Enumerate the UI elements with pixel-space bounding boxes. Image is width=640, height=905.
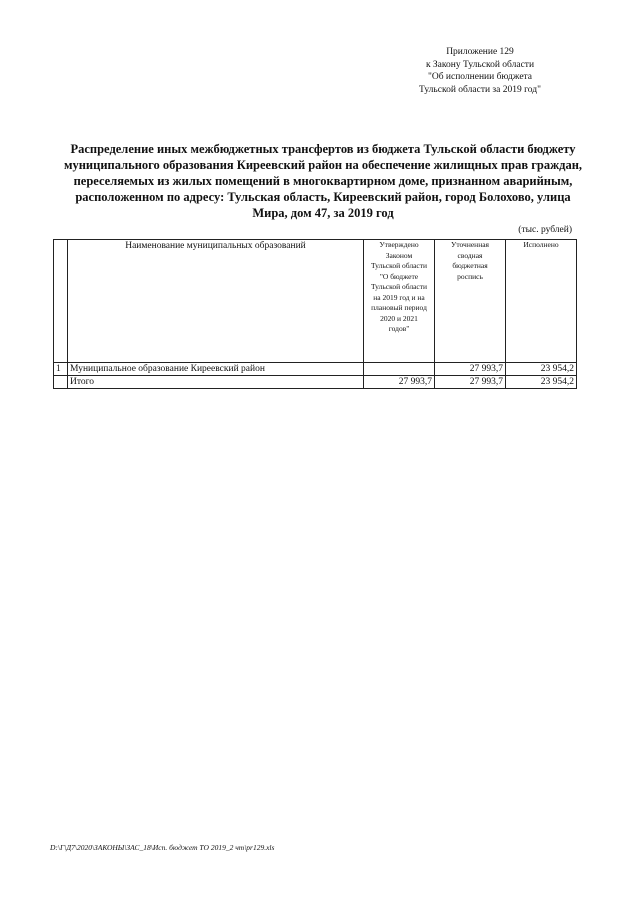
header-revised-line: Уточненная [451, 240, 489, 249]
row-revised: 27 993,7 [435, 363, 506, 376]
table-row [54, 363, 577, 376]
appendix-note [380, 46, 580, 96]
title-line-1: Распределение иных межбюджетных трансфертов из бюджета Тульской области бюджету [70, 142, 576, 156]
row-approved: 27 993,7 [364, 376, 435, 389]
appendix-line-1: Приложение 129 [446, 47, 514, 57]
file-path-footer: D:\Г\Д7\2020\ЗАКОНЫ\ЗАС_18\Исп. бюджет ТО 2019_2 чт\pr129.xls [50, 843, 275, 852]
header-approved-line: Тульской области [370, 261, 428, 270]
header-name: Наименование муниципальных образований [68, 240, 364, 363]
title-line-3: переселяемых из жилых помещений в многоквартирном доме, признанном аварийным, [73, 174, 573, 188]
units-label: (тыс. рублей) [518, 225, 572, 235]
appendix-line-3: "Об исполнении бюджета [427, 72, 533, 82]
header-approved-line: Утверждено [379, 240, 419, 249]
document-title [40, 141, 606, 221]
appendix-line-4: Тульской области за 2019 год" [419, 84, 541, 95]
header-approved-line: Законом [385, 250, 413, 260]
title-line-4: расположенном по адресу: Тульская область, Киреевский район, город Болохово, улица [75, 190, 571, 204]
row-executed: 23 954,2 [506, 376, 577, 389]
row-number [54, 376, 68, 389]
header-approved-line: на 2019 год и на [373, 292, 425, 302]
header-executed [506, 240, 577, 363]
header-approved [364, 240, 435, 363]
table-total-row [54, 376, 577, 389]
appendix-line-2: к Закону Тульской области [425, 59, 535, 70]
title-line-5: Мира, дом 47, за 2019 год [252, 206, 394, 220]
header-approved-line: "О бюджете [379, 271, 419, 281]
row-executed: 23 954,2 [506, 363, 577, 376]
table-header-row [54, 240, 577, 363]
header-executed-line: Исполнено [523, 240, 559, 249]
row-name: Итого [68, 376, 364, 389]
row-revised: 27 993,7 [435, 376, 506, 389]
row-name: Муниципальное образование Киреевский район [68, 363, 364, 376]
header-revised-line: бюджетная [452, 261, 488, 270]
header-revised [435, 240, 506, 363]
title-line-2: муниципального образования Киреевский район на обеспечение жилищных прав граждан, [63, 158, 583, 172]
header-number [54, 240, 68, 363]
header-approved-line: плановый период [371, 303, 427, 312]
header-revised-line: сводная [457, 250, 483, 260]
header-approved-line: 2020 и 2021 [380, 313, 418, 323]
header-approved-line: Тульской области [370, 282, 428, 291]
transfers-table [53, 239, 577, 389]
header-revised-line: роспись [457, 271, 483, 281]
row-approved [364, 363, 435, 376]
row-number: 1 [54, 363, 68, 376]
header-approved-line: годов" [388, 324, 410, 333]
